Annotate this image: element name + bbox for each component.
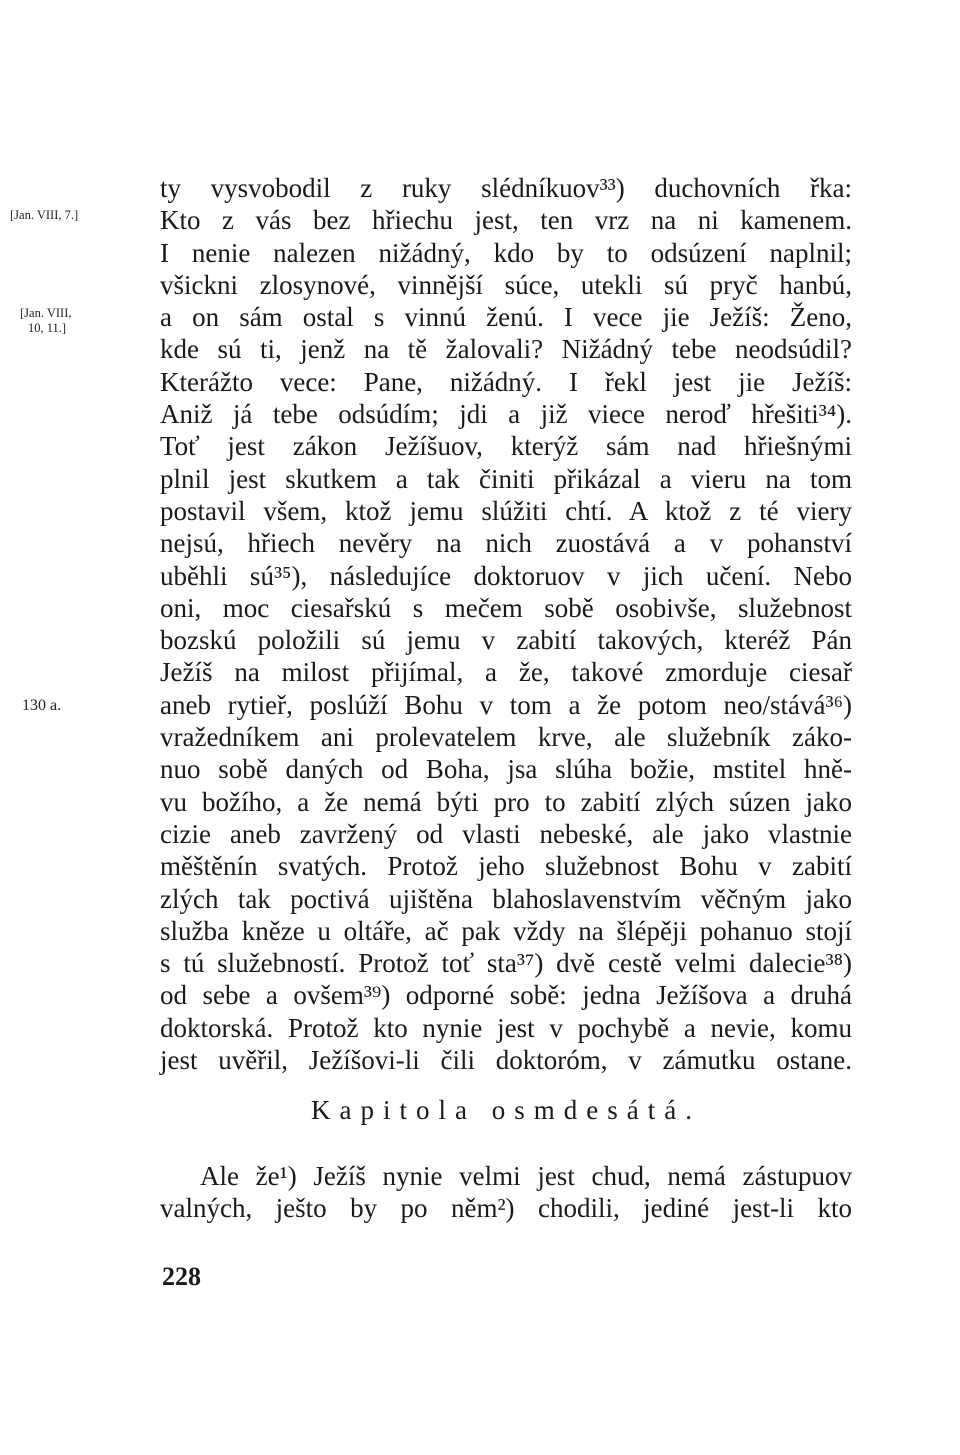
- text-line: uběhli sú³⁵), následujíce doktoruov v jich učení. Nebo: [160, 560, 852, 591]
- text-line: vu božího, a že nemá býti pro to zabití zlých súzen jako: [160, 786, 852, 817]
- text-line: I nenie nalezen nižádný, kdo by to odsúzení naplnil;: [160, 237, 852, 268]
- chapter-text: [160, 1160, 852, 1225]
- text-line: plnil jest skutkem a tak činiti přikázal a vieru na tom: [160, 463, 852, 494]
- text-line: oni, moc ciesařskú s mečem sobě osobivše, služebnost: [160, 592, 852, 623]
- text-line: nejsú, hřiech nevěry na nich zuostává a v pohanství: [160, 528, 852, 559]
- text-line: Ježíš na milost přijímal, a že, takové zmorduje ciesař: [160, 657, 852, 688]
- text-line: s tú služebností. Protož toť sta³⁷) dvě cestě velmi dalecie³⁸): [160, 948, 852, 979]
- margin-reference: [Jan. VIII,: [20, 306, 72, 320]
- page-number: 228: [162, 1262, 201, 1291]
- text-line: valných, ješto by po něm²) chodili, jediné jest-li kto: [160, 1193, 852, 1224]
- text-line: jest uvěřil, Ježíšovi-li čili doktoróm, v zámutku ostane.: [160, 1045, 852, 1076]
- margin-reference: 10, 11.]: [28, 321, 67, 335]
- text-line: doktorská. Protož kto nynie jest v pochybě a nevie, komu: [160, 1012, 852, 1043]
- text-line: nuo sobě daných od Boha, jsa slúha božie, mstitel hně-: [160, 754, 852, 785]
- text-line: bozskú položili sú jemu v zabití takových, kteréž Pán: [160, 625, 852, 656]
- text-line: Ale že¹) Ježíš nynie velmi jest chud, nemá zástupuov: [200, 1161, 852, 1191]
- text-line: měštěnín svatých. Protož jeho služebnost Bohu v zabití: [160, 851, 852, 882]
- text-line: Kterážto vece: Pane, nižádný. I řekl jest jie Ježíš:: [160, 366, 852, 397]
- text-line: a on sám ostal s vinnú ženú. I vece jie Ježíš: Ženo,: [160, 302, 852, 333]
- chapter-title: Kapitola osmdesátá.: [311, 1095, 701, 1125]
- text-line: služba kněze u oltáře, ač pak vždy na šlépěji pohanuo stojí: [160, 915, 852, 946]
- text-line: všickni zlosynové, vinnější súce, utekli sú pryč hanbú,: [160, 269, 852, 300]
- text-line: Aniž já tebe odsúdím; jdi a již viece neroď hřešiti³⁴).: [160, 399, 852, 430]
- manuscript-folio-marker: 130 a.: [22, 697, 62, 714]
- text-line: kde sú ti, jenž na tě žalovali? Nižádný tebe neodsúdil?: [160, 334, 852, 365]
- text-line: postavil všem, ktož jemu slúžiti chtí. A ktož z té viery: [160, 495, 852, 526]
- main-text: [160, 172, 852, 1076]
- text-line: aneb rytieř, poslúží Bohu v tom a že potom neo/stává³⁶): [160, 689, 852, 720]
- text-line: zlých tak poctivá ujištěna blahoslavenstvím věčným jako: [160, 883, 852, 914]
- text-line: Toť jest zákon Ježíšuov, kterýž sám nad hřiešnými: [160, 431, 852, 462]
- text-line: vražedníkem ani prolevatelem krve, ale služebník záko-: [160, 722, 852, 753]
- text-line: cizie aneb zavržený od vlasti nebeské, ale jako vlastnie: [160, 818, 852, 849]
- text-line: Kto z vás bez hřiechu jest, ten vrz na ni kamenem.: [160, 205, 852, 236]
- text-line: ty vysvobodil z ruky slédníkuov³³) duchovních řka:: [160, 173, 852, 203]
- margin-reference: [Jan. VIII, 7.]: [10, 208, 79, 222]
- text-line: od sebe a ovšem³⁹) odporné sobě: jedna Ježíšova a druhá: [160, 980, 852, 1011]
